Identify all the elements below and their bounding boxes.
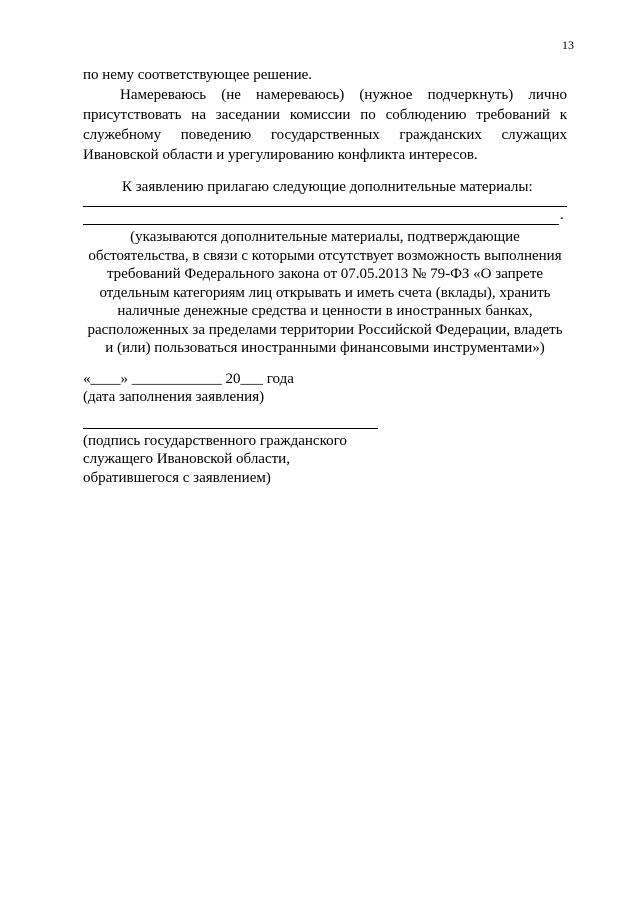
signature-caption: (подпись государственного гражданского [83,433,347,449]
attachments-intro: К заявлению прилагаю следующие дополнительные материалы: [122,179,533,195]
paragraph-text: по нему соответствующее решение. [83,67,313,83]
paragraph-text: присутствовать на заседании комиссии по соблюдению требований к [83,107,567,123]
paragraph-text: Ивановской области и урегулированию конфликта интересов. [83,147,478,163]
note-text: (указываются дополнительные материалы, подтверждающие [130,229,520,245]
signature-caption: служащего Ивановской области, [83,451,290,467]
attachment-line [83,224,559,225]
signature-caption: обратившегося с заявлением) [83,470,271,486]
note-text: наличные денежные средства и ценности в иностранных банках, [117,303,533,319]
note-text: расположенных за пределами территории Российской Федерации, владеть [87,322,563,338]
paragraph-text: служебному поведению государственных гражданских служащих [83,127,567,143]
note-text: обстоятельства, в связи с которыми отсутствует возможность выполнения [88,248,562,264]
attachment-line [83,206,567,207]
note-text: требований Федерального закона от 07.05.2013 № 79-ФЗ «О запрете [106,266,544,282]
date-line: «____» ____________ 20___ года [83,371,294,387]
note-text: и (или) пользоваться иностранными финансовыми инструментами») [105,340,545,356]
paragraph-text: Намереваюсь (не намереваюсь) (нужное подчеркнуть) лично [120,87,567,103]
signature-line [83,428,378,429]
page-number: 13 [562,38,574,52]
attachment-line-period: . [560,207,564,223]
date-caption: (дата заполнения заявления) [83,389,265,405]
note-text: отдельным категориям лиц открывать и иметь счета (вклады), хранить [99,285,551,301]
